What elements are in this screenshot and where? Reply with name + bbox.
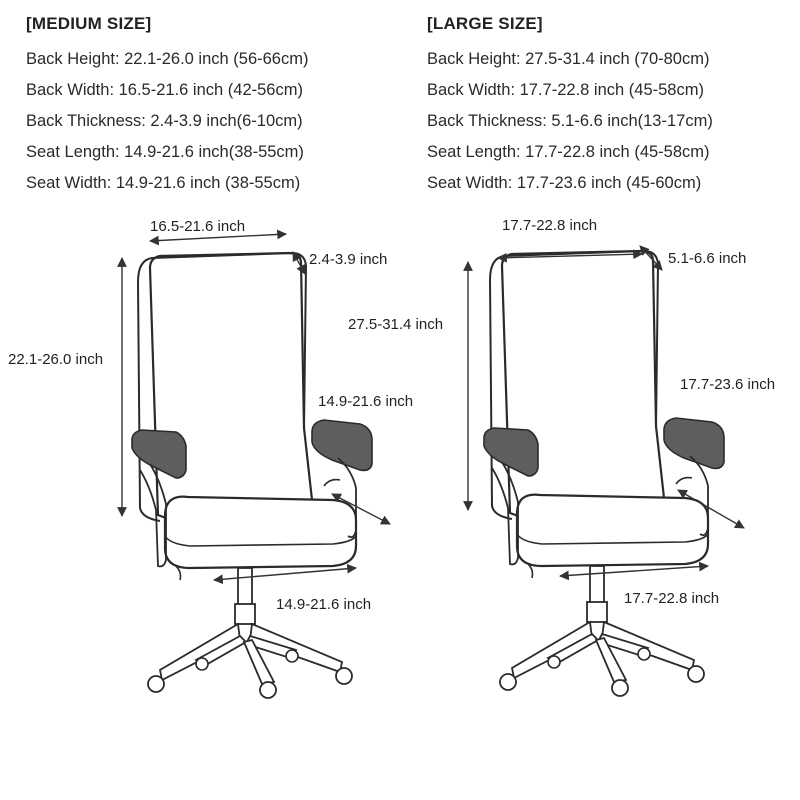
medium-seat-width-label: 14.9-21.6 inch: [276, 596, 372, 613]
medium-back-thickness-label: 2.4-3.9 inch: [309, 251, 388, 268]
medium-chair: [8, 218, 413, 698]
large-chair-drawing: [484, 251, 724, 696]
large-back-thickness-label: 5.1-6.6 inch: [668, 250, 747, 267]
medium-back-height-label: 22.1-26.0 inch: [8, 351, 104, 368]
large-size-title: [LARGE SIZE]: [427, 14, 543, 33]
large-seat-width-arrow: [560, 566, 708, 576]
medium-seat-length-spec: Seat Length: 14.9-21.6 inch(38-55cm): [26, 143, 304, 161]
medium-size-title: [MEDIUM SIZE]: [26, 14, 152, 33]
large-back-height-label: 27.5-31.4 inch: [348, 316, 444, 333]
medium-back-thickness-spec: Back Thickness: 2.4-3.9 inch(6-10cm): [26, 112, 303, 130]
large-back-thickness-spec: Back Thickness: 5.1-6.6 inch(13-17cm): [427, 112, 713, 130]
large-back-width-spec: Back Width: 17.7-22.8 inch (45-58cm): [427, 81, 704, 99]
medium-back-width-label: 16.5-21.6 inch: [150, 218, 246, 235]
large-seat-width-label: 17.7-22.8 inch: [624, 590, 720, 607]
medium-back-height-spec: Back Height: 22.1-26.0 inch (56-66cm): [26, 50, 309, 68]
medium-seat-width-arrow: [214, 568, 356, 580]
large-chair: [348, 217, 775, 696]
medium-back-width-arrow: [150, 234, 286, 241]
medium-back-width-spec: Back Width: 16.5-21.6 inch (42-56cm): [26, 81, 303, 99]
large-seat-width-spec: Seat Width: 17.7-23.6 inch (45-60cm): [427, 174, 702, 192]
large-back-height-spec: Back Height: 27.5-31.4 inch (70-80cm): [427, 50, 710, 68]
medium-seat-width-spec: Seat Width: 14.9-21.6 inch (38-55cm): [26, 174, 301, 192]
large-back-thickness-arrow: [640, 246, 662, 270]
medium-chair-drawing: [132, 253, 372, 698]
large-seat-length-label: 17.7-23.6 inch: [680, 376, 776, 393]
large-back-width-label: 17.7-22.8 inch: [502, 217, 598, 234]
medium-seat-length-label: 14.9-21.6 inch: [318, 393, 414, 410]
large-seat-length-spec: Seat Length: 17.7-22.8 inch (45-58cm): [427, 143, 710, 161]
